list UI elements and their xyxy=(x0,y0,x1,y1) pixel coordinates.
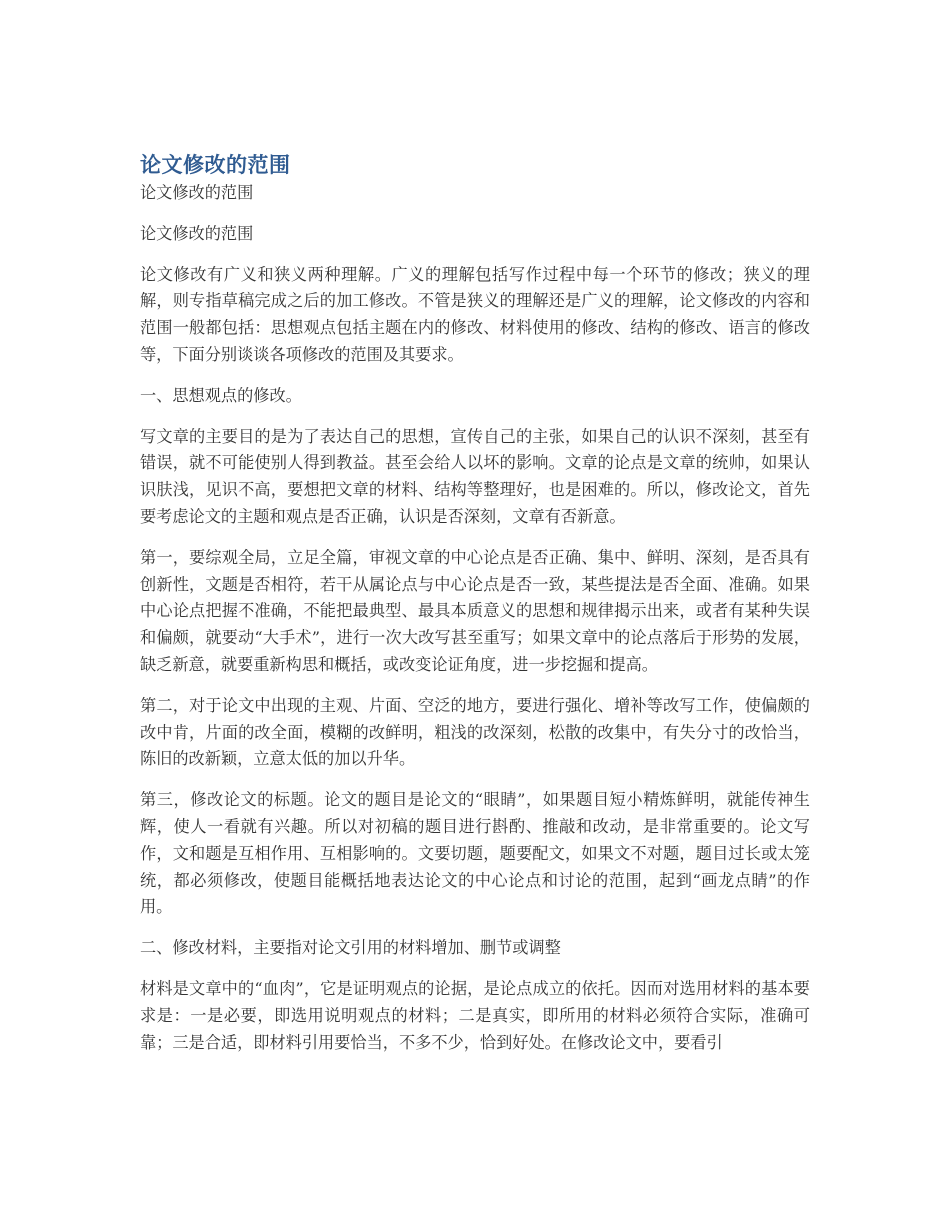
document-title: 论文修改的范围 xyxy=(140,153,291,177)
paragraph-point-3: 第三，修改论文的标题。论文的题目是论文的“眼睛”，如果题目短小精炼鲜明，就能传神生辉，使人一看就有兴趣。所以对初稿的题目进行斟酌、推敲和改动，是非常重要的。论文写作，文和题是互相作用、互相影响的。文要切题，题要配文，如果文不对题，题目过长或太笼统，都必须修改，使题目能概括地表达论文的中心论点和讨论的范围，起到“画龙点睛”的作用。 xyxy=(140,790,810,917)
paragraph-materials: 材料是文章中的“血肉”，它是证明观点的论据，是论点成立的依托。因而对选用材料的基本要求是：一是必要，即选用说明观点的材料；二是真实，即所用的材料必须符合实际，准确可靠；三是合适，即材料引用要恰当，不多不少，恰到好处。在修改论文中，要看引 xyxy=(140,978,810,1052)
paragraph-point-2: 第二，对于论文中出现的主观、片面、空泛的地方，要进行强化、增补等改写工作，使偏颇的改中肯，片面的改全面，模糊的改鲜明，粗浅的改深刻，松散的改集中，有失分寸的改恰当，陈旧的改新颖，立意太低的加以升华。 xyxy=(140,695,810,769)
section-heading-1: 一、思想观点的修改。 xyxy=(140,385,302,405)
paragraph-subtitle-2: 论文修改的范围 xyxy=(140,223,254,243)
paragraph-intro: 论文修改有广义和狭义两种理解。广义的理解包括写作过程中每一个环节的修改；狭义的理解，则专指草稿完成之后的加工修改。不管是狭义的理解还是广义的理解，论文修改的内容和范围一般都包括：思想观点包括主题在内的修改、材料使用的修改、结构的修改、语言的修改等，下面分别谈谈各项修改的范围及其要求。 xyxy=(140,264,810,364)
document-page xyxy=(140,150,810,1070)
paragraph-purpose: 写文章的主要目的是为了表达自己的思想，宣传自己的主张，如果自己的认识不深刻，甚至有错误，就不可能使别人得到教益。甚至会给人以坏的影响。文章的论点是文章的统帅，如果认识肤浅，见识不高，要想把文章的材料、结构等整理好，也是困难的。所以，修改论文，首先要考虑论文的主题和观点是否正确，认识是否深刻，文章有否新意。 xyxy=(140,426,810,526)
paragraph-subtitle-1: 论文修改的范围 xyxy=(140,183,254,202)
paragraph-point-1: 第一，要综观全局，立足全篇，审视文章的中心论点是否正确、集中、鲜明、深刻，是否具有创新性，文题是否相符，若干从属论点与中心论点是否一致，某些提法是否全面、准确。如果中心论点把握不准确，不能把最典型、最具本质意义的思想和规律揭示出来，或者有某种失误和偏颇，就要动“大手术”，进行一次大改写甚至重写；如果文章中的论点落后于形势的发展，缺乏新意，就要重新构思和概括，或改变论证角度，进一步挖掘和提高。 xyxy=(140,547,810,674)
section-heading-2: 二、修改材料，主要指对论文引用的材料增加、删节或调整 xyxy=(140,938,561,958)
